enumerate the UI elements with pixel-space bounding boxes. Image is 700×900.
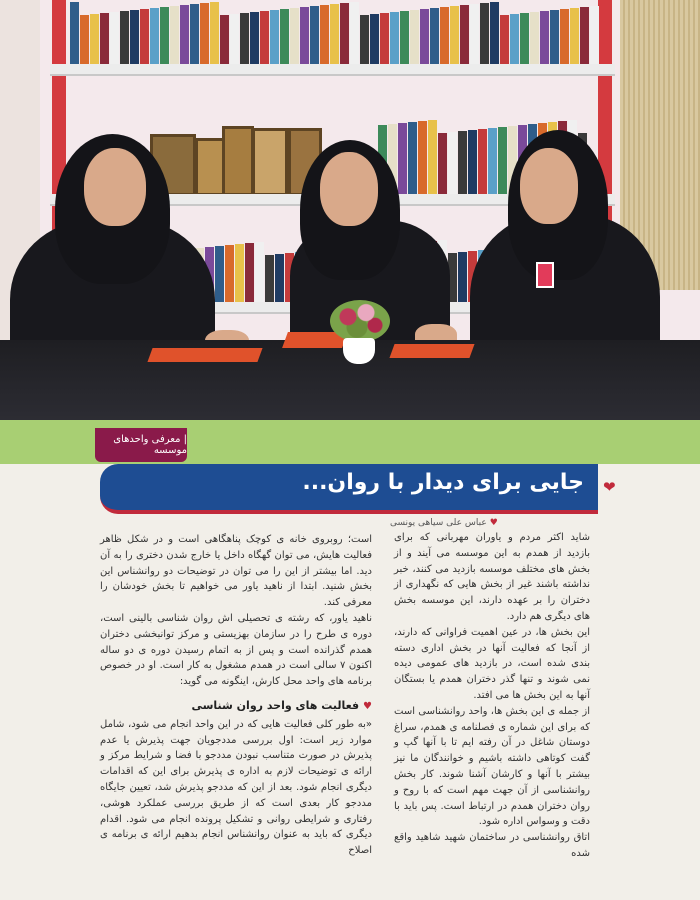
- book-spine: [560, 9, 569, 64]
- book-spine: [480, 3, 489, 64]
- book-spine: [275, 254, 284, 302]
- book-spine: [450, 6, 459, 64]
- header-photo: [0, 0, 700, 420]
- book-spine: [260, 11, 269, 64]
- book-spine: [170, 6, 179, 64]
- paragraph: «به طور کلی فعالیت هایی که در این واحد انجام می شود، شامل موارد زیر است: اول بررسی مددجویان جهت پذیرش یا عدم پذیرش در صورت متناسب نبودن مددجو با فضا و شرایط مرکز و ارائه ی توضیحات لازم به اداره ی پذیرش برای این که اقدامات دیگری انجام شود. بعد از این که مددجو پذیرش شد، تعیین جایگاه مددجو کار بعدی است که از طریق بررسی عملکرد هوشی، رفتاری و شرایطی روانی و تشکیل پرونده انجام می شود. اقدام دیگری که باید به عنوان روانشناس انجام بدهیم ارائه ی برنامه ی اصلاح: [100, 718, 372, 857]
- book-spine: [110, 12, 119, 64]
- book-spine: [265, 255, 274, 302]
- folder: [389, 344, 474, 358]
- book-spine: [255, 242, 264, 302]
- book-spine: [230, 14, 239, 64]
- book-spine: [448, 132, 457, 194]
- book-spine: [458, 252, 467, 302]
- book-spine: [400, 11, 409, 64]
- book-spine: [190, 4, 199, 64]
- book-spine: [590, 6, 599, 64]
- book-spine: [510, 14, 519, 64]
- book-spine: [430, 8, 439, 64]
- book-spine: [150, 8, 159, 64]
- book-spine: [570, 8, 579, 64]
- book-spine: [330, 4, 339, 64]
- flower-bouquet: [330, 300, 390, 342]
- book-spine: [210, 2, 219, 64]
- book-spine: [390, 12, 399, 64]
- paragraph: از جمله ی این بخش ها، واحد روانشناسی است که برای این شماره ی فصلنامه ی همدم، سراغ دوستان شاغل در آن رفته ایم تا با آنها گپ و گفت کوتاهی داشته باشیم و خوانندگان ما نیز بیشتر با آنها و کارشان آشنا شوند. کار بخش روانشناسی از آن جهت مهم است که با روح و روان دختران همدم در ارتباط است. پس باید با دقت و وسواس اداره شود.: [394, 705, 590, 828]
- book-spine: [245, 243, 254, 302]
- book-spine: [500, 15, 509, 64]
- heart-icon: ♥: [363, 700, 372, 712]
- title-bar: [100, 464, 598, 514]
- book-spine: [380, 13, 389, 64]
- paragraph: است؛ روبروی خانه ی کوچک پناهگاهی است و در شکل ظاهر فعالیت هایش، می توان گهگاه داخل یا خارج شدن دختری را به آن دید. اما بیشتر از این را می توان در توضیحات دو روانشناس این بخش شنید. ابتدا از ناهید یاور می خواهیم تا بخش خودشان را معرفی کند.: [100, 534, 372, 609]
- book-spine: [310, 6, 319, 64]
- book-spine: [530, 12, 539, 64]
- book-spine: [410, 10, 419, 64]
- book-spine: [200, 3, 209, 64]
- book-spine: [520, 13, 529, 64]
- book-spine: [270, 10, 279, 64]
- book-spine: [420, 9, 429, 64]
- book-spine: [80, 15, 89, 64]
- book-spine: [140, 9, 149, 64]
- book-spine: [70, 2, 79, 64]
- book-spine: [290, 8, 299, 64]
- book-spine: [320, 5, 329, 64]
- book-spine: [498, 127, 507, 194]
- folder: [147, 348, 262, 362]
- book-spine: [160, 7, 169, 64]
- paragraph: این بخش ها، در عین اهمیت فراوانی که دارند، از آنجا که فعالیت آنها در بخش اداری دسته بندی شده است، در بازدید های عمومی دیده نمی شوند و تنها گذر دختران همدم یا بستگان آنها به این بخش ها می افتد.: [394, 626, 590, 701]
- heart-icon: ❤: [603, 478, 616, 496]
- book-spine: [580, 7, 589, 64]
- book-spine: [550, 10, 559, 64]
- book-spine: [215, 246, 224, 302]
- book-spine: [470, 4, 479, 64]
- article-title: جایی برای دیدار با روان...: [302, 470, 584, 495]
- books-row-top: [70, 2, 600, 64]
- text-column-left: [100, 532, 372, 859]
- book-spine: [220, 15, 229, 64]
- author-line: [390, 518, 590, 528]
- book-spine: [180, 5, 189, 64]
- book-spine: [130, 10, 139, 64]
- book-spine: [458, 131, 467, 194]
- book-spine: [250, 12, 259, 64]
- plaque: [252, 128, 288, 196]
- subheading-text: فعالیت های واحد روان شناسی: [191, 698, 360, 712]
- flowerpot: [343, 338, 375, 364]
- paragraph: ناهید یاور، که رشته ی تحصیلی اش روان شناسی بالینی است، دوره ی طرح را در سازمان بهزیستی و مرکز توانبخشی دختران همدم گذرانده است و پس از به اتمام رسیدن دوره ی دو ساله اکنون ۷ سالی است در همدم مشغول به کار است. او در خصوص برنامه های واحد محل کارش، اینگونه می گوید:: [100, 612, 373, 688]
- paragraph: اتاق روانشناسی در ساختمان شهید شاهید واقع شده: [394, 832, 590, 859]
- plaque: [222, 126, 254, 196]
- book-spine: [440, 7, 449, 64]
- book-spine: [478, 129, 487, 194]
- book-spine: [240, 13, 249, 64]
- book-spine: [100, 13, 109, 64]
- book-spine: [428, 120, 437, 194]
- book-spine: [438, 133, 447, 194]
- book-spine: [370, 14, 379, 64]
- book-spine: [225, 245, 234, 302]
- paragraph: شاید اکثر مردم و یاوران مهربانی که برای بازدید از همدم به این موسسه می آیند و از بخش های مختلف موسسه بازدید می کنند، خبر نداشته باشند غیر از بخش هایی که نگهداری از دختران را بر عهده دارند، این موسسه بخش های دیگری هم دارد.: [394, 532, 590, 622]
- book-spine: [468, 130, 477, 194]
- section-tab: | معرفی واحدهای موسسه: [95, 428, 187, 462]
- book-spine: [490, 2, 499, 64]
- book-spine: [90, 14, 99, 64]
- book-spine: [540, 11, 549, 64]
- heart-icon: ♥: [489, 518, 498, 528]
- plaque: [195, 138, 225, 196]
- book-spine: [408, 122, 417, 194]
- subheading: [100, 698, 372, 715]
- book-spine: [340, 3, 349, 64]
- book-spine: [460, 5, 469, 64]
- book-spine: [488, 128, 497, 194]
- book-spine: [235, 244, 244, 302]
- book-spine: [360, 15, 369, 64]
- author-name: عباس علی سیاهی یونسی: [390, 518, 487, 528]
- book-spine: [280, 9, 289, 64]
- shelf-top: [50, 64, 615, 76]
- book-spine: [398, 123, 407, 194]
- text-column-right: [394, 530, 590, 862]
- book-spine: [418, 121, 427, 194]
- book-spine: [350, 2, 359, 64]
- book-spine: [300, 7, 309, 64]
- book-spine: [120, 11, 129, 64]
